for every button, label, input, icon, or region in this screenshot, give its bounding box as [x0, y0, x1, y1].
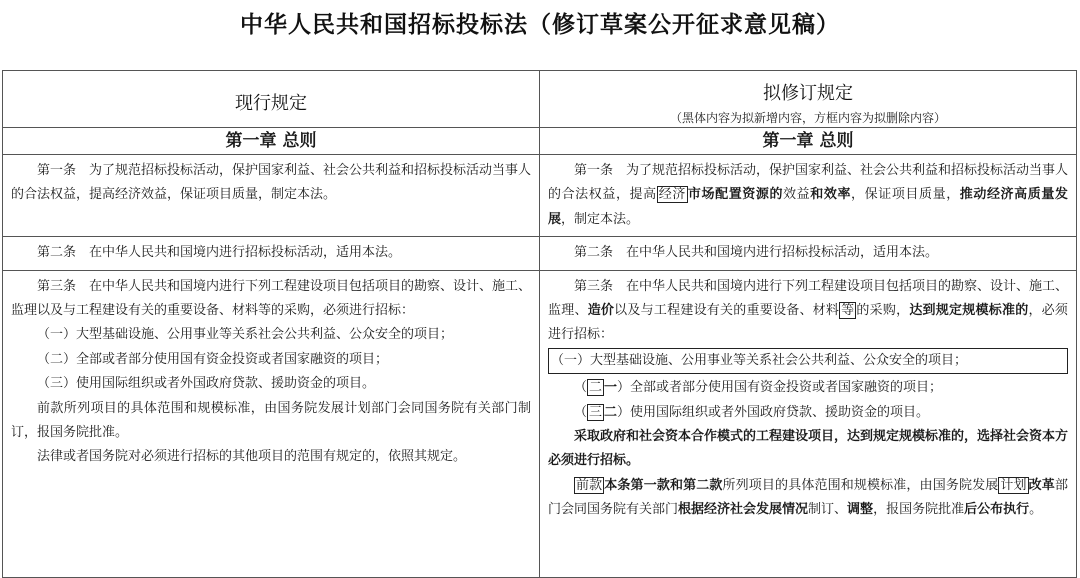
deleted-text: 三 [589, 404, 603, 420]
added-text: 和效率 [810, 187, 852, 203]
current-art3-p1: 第三条 在中华人民共和国境内进行下列工程建设项目包括项目的勘察、设计、施工、监理以及与工程建设有关的重要设备、材料等的采购，必须进行招标： [11, 278, 532, 319]
current-art3-p2: （一）大型基础设施、公用事业等关系社会公共利益、公众安全的项目； [37, 327, 454, 343]
page-title: 中华人民共和国招标投标法（修订草案公开征求意见稿） [240, 12, 840, 38]
comparison-table [2, 70, 1077, 578]
text-span: 第三条 在中华人民共和国境内进行下列工程建设项目包括项目的勘察、设计、施工、监理、 [548, 278, 1069, 319]
text-span: 效益 [783, 187, 811, 203]
added-text: 根据经济社会发展情况 [678, 502, 809, 518]
current-article-2 [3, 237, 540, 270]
text-span: 所列项目的具体范围和规模标准，由国务院发展 [722, 477, 999, 493]
deleted-text: （一）大型基础设施、公用事业等关系社会公共利益、公众安全的项目； [548, 348, 1068, 374]
current-art1-text: 第一条 为了规范招标投标活动，保护国家利益、社会公共利益和招标投标活动当事人的合法权益，提高经济效益，保证项目质量，制定本法。 [11, 163, 532, 203]
added-text: 后公布执行 [964, 502, 1030, 518]
text-span: ）使用国际组织或者外国政府贷款、援助资金的项目。 [617, 404, 930, 420]
proposed-article-1 [540, 155, 1077, 237]
header-proposed-note: （黑体内容为拟新增内容，方框内容为拟删除内容） [669, 110, 946, 125]
header-proposed [540, 71, 1077, 128]
header-proposed-title: 拟修订规定 [763, 82, 853, 104]
current-art3-p6: 法律或者国务院对必须进行招标的其他项目的范围有规定的，依照其规定。 [37, 449, 467, 465]
proposed-article-3 [540, 270, 1077, 577]
text-span: ，必须进行招标： [548, 303, 1068, 343]
current-art3-p4: （三）使用国际组织或者外国政府贷款、援助资金的项目。 [37, 376, 376, 392]
text-span: 的采购， [856, 303, 910, 319]
added-text: 调整 [847, 502, 874, 518]
proposed-art3-added-para: 采取政府和社会资本合作模式的工程建设项目，达到规定规模标准的，选择社会资本方必须进行招标。 [548, 429, 1069, 469]
added-text: 达到规定规模标准的 [909, 303, 1029, 319]
deleted-text: 等 [841, 303, 855, 319]
added-text: 市场配置资源的 [687, 187, 784, 203]
text-span: 。 [1029, 502, 1043, 518]
text-span: ，报国务院批准 [873, 502, 965, 518]
proposed-article-2 [540, 237, 1077, 270]
added-text: 二 [604, 404, 618, 420]
proposed-art3-deleted-item [548, 348, 1068, 374]
current-article-3 [3, 270, 540, 577]
text-span: （ [574, 404, 588, 420]
current-art3-p5: 前款所列项目的具体范围和规模标准，由国务院发展计划部门会同国务院有关部门制订，报国务院批准。 [11, 400, 531, 441]
added-text: 本条第一款和第二款 [604, 477, 723, 493]
deleted-text: 二 [589, 380, 603, 396]
deleted-text: 经济 [658, 187, 686, 203]
current-art3-p3: （二）全部或者部分使用国有资金投资或者国家融资的项目； [37, 351, 389, 367]
added-text: 改革 [1028, 477, 1055, 493]
current-art2-text: 第二条 在中华人民共和国境内进行招标投标活动，适用本法。 [37, 245, 402, 261]
proposed-art3-item2 [548, 376, 1068, 400]
proposed-art2-text: 第二条 在中华人民共和国境内进行招标投标活动，适用本法。 [574, 245, 939, 261]
chapter-proposed: 第一章 总则 [540, 128, 1077, 155]
text-span: 部门会同国务院有关部门 [548, 477, 1068, 518]
proposed-art1-text [548, 159, 1068, 232]
deleted-text: 前款 [576, 477, 603, 493]
text-span: ，保证项目质量， [851, 187, 960, 203]
added-text: 造价 [587, 303, 615, 319]
chapter-current: 第一章 总则 [3, 128, 540, 155]
text-span: 制订、 [808, 502, 848, 518]
header-current [3, 71, 540, 128]
header-current-title: 现行规定 [235, 93, 307, 114]
current-article-1 [3, 155, 540, 237]
text-span: ）全部或者部分使用国有资金投资或者国家融资的项目； [617, 380, 943, 396]
added-text: 推动经济高质量发展 [548, 187, 1068, 227]
text-span: （ [574, 380, 588, 396]
text-span: 第一条 为了规范招标投标活动，保护国家利益、社会公共利益和招标投标活动当事人的合法权益，提高 [548, 163, 1069, 203]
proposed-art3-p1 [548, 275, 1068, 348]
proposed-art3-item3 [548, 401, 1068, 425]
proposed-art3-p5 [548, 474, 1068, 523]
text-span: 以及与工程建设有关的重要设备、材料 [614, 303, 840, 319]
added-text: 一 [604, 380, 618, 396]
deleted-text: 计划 [1000, 477, 1027, 493]
text-span: ，制定本法。 [561, 211, 640, 227]
